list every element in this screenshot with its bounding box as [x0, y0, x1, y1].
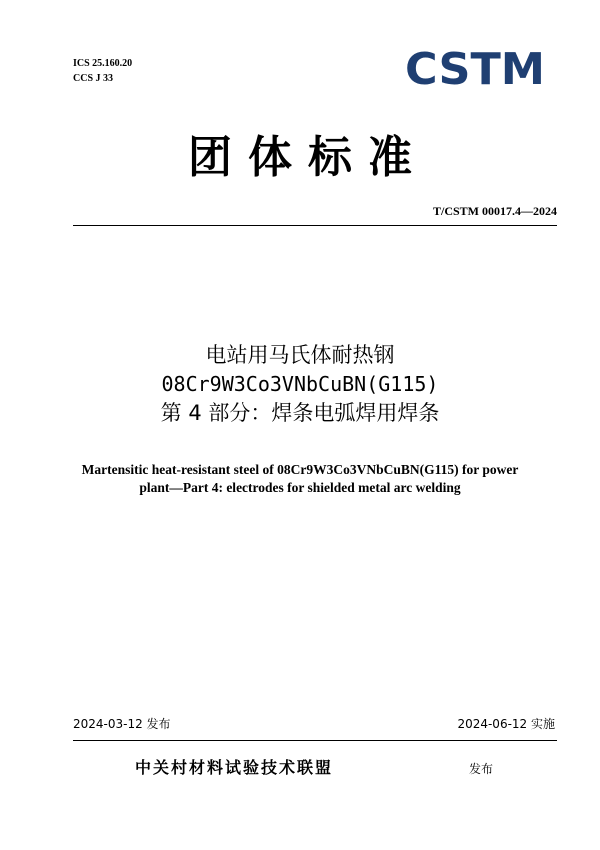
ics-code: ICS 25.160.20 — [73, 58, 133, 69]
cstm-logo-mark — [405, 44, 547, 90]
title-cn-line3: 第 4 部分：焊条电弧焊用焊条 — [160, 401, 440, 425]
ccs-code: CCS J 33 — [73, 73, 114, 84]
classification-codes — [73, 56, 132, 86]
publisher-name: 中关村材料试验技术联盟 — [135, 758, 334, 777]
title-cn-line1: 电站用马氏体耐热钢 — [205, 343, 395, 367]
implement-date: 2024-06-12 实施 — [457, 717, 555, 731]
title-en-line2: plant—Part 4: electrodes for shielded metal arc welding — [139, 480, 461, 495]
cstm-logo-text: CSTM — [405, 44, 545, 90]
standard-number: T/CSTM 00017.4—2024 — [432, 204, 557, 218]
header-divider — [73, 225, 557, 226]
standard-type-heading: 团体标准 — [188, 132, 428, 183]
cstm-logo — [405, 44, 547, 90]
publish-label: 发布 — [469, 762, 494, 776]
footer-divider — [73, 740, 557, 741]
title-en-line1: Martensitic heat-resistant steel of 08Cr9W3Co3VNbCuBN(G115) for power — [81, 462, 519, 477]
title-cn-line2: 08Cr9W3Co3VNbCuBN(G115) — [161, 372, 439, 396]
issue-date: 2024-03-12 发布 — [73, 717, 171, 731]
